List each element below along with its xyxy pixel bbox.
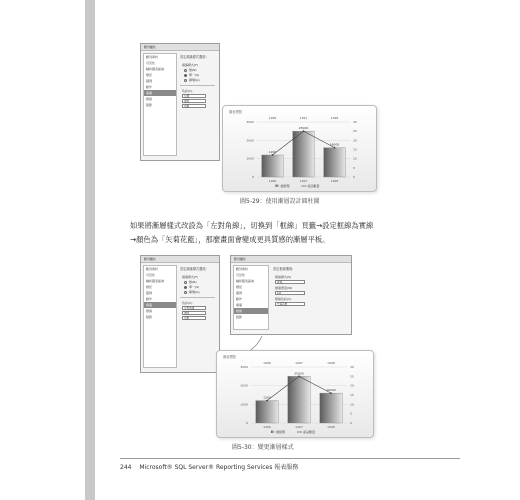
radio-solid[interactable]: 單一(S) <box>184 73 217 77</box>
y-tick-label: 3000 <box>246 120 254 124</box>
y2-tick-label: 10 <box>350 402 354 407</box>
y2-tick-label: 0 <box>353 175 355 179</box>
border-style-label: 框線樣式(S) <box>275 275 292 279</box>
chart-title: 圖表標題 <box>223 355 236 359</box>
data-label: 1200 <box>263 395 271 400</box>
data-label: 16000 <box>326 388 336 393</box>
y-tick-label: 0 <box>252 175 254 179</box>
color-label: 色彩(C) <box>182 89 193 93</box>
dialog-nav-item[interactable]: 圖例 <box>146 79 153 83</box>
dialog-nav-item[interactable]: 可見性 <box>146 61 156 65</box>
legend-label: 產品數量 <box>303 430 316 434</box>
dialog-nav-item[interactable]: 數列資料 <box>236 267 249 271</box>
transparency-field[interactable]: 透明 <box>182 311 206 315</box>
secondary-color-field[interactable]: 自動 <box>182 104 206 108</box>
pane-heading: 設定框線選項： <box>273 267 296 271</box>
dialog-nav-item[interactable]: 軸和圖表區域 <box>146 279 165 283</box>
dialog-title: 數列屬性 <box>231 256 351 263</box>
dialog-nav-item[interactable]: 填滿 <box>144 90 176 96</box>
y2-tick-label: 20 <box>353 138 357 143</box>
border-color-field[interactable]: 矢菊花藍 <box>275 302 305 306</box>
y-tick-label: 0 <box>246 421 248 425</box>
footer-rule <box>120 458 460 459</box>
chart-title: 圖表標題 <box>229 110 242 114</box>
y2-tick-label: 20 <box>350 383 354 388</box>
x2-tick-label: 1997 <box>295 361 303 365</box>
dialog-nav-item[interactable]: 數列資料 <box>146 267 159 271</box>
dialog-nav-item[interactable]: 可見性 <box>236 273 246 277</box>
border-style-field[interactable]: 實線 <box>275 280 305 284</box>
radio-gradient[interactable]: 漸層(G) <box>184 290 217 294</box>
dialog-nav-item[interactable]: 陰影 <box>236 315 243 319</box>
dialog-title: 數列屬性 <box>141 44 219 51</box>
dialog-nav-item[interactable]: 數列資料 <box>146 55 159 59</box>
line-point <box>330 392 332 394</box>
radio-none[interactable]: 無(N) <box>184 280 217 284</box>
y-tick-label: 2000 <box>240 383 248 388</box>
dialog-nav-item[interactable]: 框線 <box>146 97 153 101</box>
book-title: Microsoft® SQL Server® Reporting Services 報表服務 <box>139 464 299 471</box>
legend-label: 產品數量 <box>307 184 320 188</box>
x2-tick-label: 1998 <box>330 116 339 120</box>
x-tick-label: 1997 <box>299 179 308 183</box>
dialog-nav-item[interactable]: 陰影 <box>146 315 153 319</box>
secondary-color-field[interactable]: 自動 <box>182 316 206 320</box>
dialog-nav-item[interactable]: 軸和圖表區域 <box>236 279 255 283</box>
body-paragraph-line-1: 如果將漸層樣式改設為「左對角線」，切換到「框線」頁籤→設定框線為實線 <box>130 221 374 230</box>
bar <box>320 393 342 423</box>
y-tick-label: 1000 <box>240 402 248 407</box>
y2-tick-label: 5 <box>350 411 352 416</box>
x2-tick-label: 1996 <box>263 361 271 365</box>
dialog-nav-item[interactable]: 標記 <box>146 285 153 289</box>
x-tick-label: 1997 <box>295 425 303 429</box>
y-tick-label: 2000 <box>246 138 254 143</box>
figure-caption-1: 圖5-29：使用漸層設計圓柱圖 <box>240 198 320 205</box>
dialog-nav-item[interactable]: 可見性 <box>146 273 156 277</box>
dialog-nav-item[interactable]: 圖例 <box>146 291 153 295</box>
legend-label: 總經理 <box>280 184 290 188</box>
bar <box>256 401 278 423</box>
line-point <box>266 400 268 402</box>
dialog-nav-item[interactable]: 動作 <box>236 297 243 301</box>
bar <box>288 376 310 423</box>
y2-tick-label: 15 <box>353 147 357 152</box>
dialog-nav-item[interactable]: 圖例 <box>236 291 243 295</box>
dialog-nav-item[interactable]: 標記 <box>236 285 243 289</box>
data-label: 1200 <box>268 150 277 154</box>
page-number: 244 <box>120 464 132 471</box>
bar-chart-svg <box>217 351 373 437</box>
x-tick-label: 1996 <box>268 179 277 183</box>
gradient-style-field[interactable]: 左側 <box>182 94 206 98</box>
fill-style-label: 填滿樣式(F) <box>182 275 199 279</box>
chart-preview-2 <box>216 350 374 438</box>
data-label: 25000 <box>298 126 309 131</box>
legend-label: 總經理 <box>276 430 286 434</box>
x-tick-label: 1998 <box>330 179 339 183</box>
dialog-nav-item[interactable]: 標記 <box>146 73 153 77</box>
y2-tick-label: 25 <box>353 129 357 134</box>
line-point <box>298 375 300 377</box>
x-tick-label: 1998 <box>327 425 335 429</box>
y-tick-label: 1000 <box>246 156 254 161</box>
dialog-nav-item[interactable]: 填滿 <box>236 303 243 307</box>
page-footer <box>120 462 298 471</box>
transparency-field[interactable]: 透明 <box>182 99 206 103</box>
pane-heading: 設定填滿樣式選項： <box>180 55 209 59</box>
y2-tick-label: 30 <box>350 365 354 369</box>
radio-gradient[interactable]: 漸層(G) <box>184 78 217 82</box>
border-width-label: 框線寬度(W) <box>275 286 293 290</box>
radio-none[interactable]: 無(N) <box>184 68 217 72</box>
dialog-nav-item[interactable]: 填滿 <box>144 302 176 308</box>
data-label: 16000 <box>329 142 340 147</box>
legend-swatch <box>271 431 275 434</box>
figure-caption-2: 圖5-30：變更漸層樣式 <box>232 444 294 451</box>
dialog-nav-item[interactable]: 陰影 <box>146 103 153 107</box>
dialog-nav-item[interactable]: 軸和圖表區域 <box>146 67 165 71</box>
x2-tick-label: 1998 <box>327 361 335 365</box>
dialog-nav-item[interactable]: 動作 <box>146 297 153 301</box>
y2-tick-label: 10 <box>353 156 357 161</box>
x2-tick-label: 1996 <box>268 116 277 120</box>
dialog-nav-item[interactable]: 動作 <box>146 85 153 89</box>
x-tick-label: 1996 <box>263 425 271 429</box>
gradient-style-field[interactable]: 左對角線 <box>182 306 206 310</box>
body-paragraph-line-2: →顏色為「矢菊花藍」，那麼畫面會變成更具質感的漸層平板。 <box>130 235 330 244</box>
dialog-nav-item[interactable]: 框線 <box>234 308 268 314</box>
y2-tick-label: 30 <box>353 120 357 124</box>
fill-style-label: 填滿樣式(F) <box>182 63 199 67</box>
color-label: 色彩(C) <box>182 301 193 305</box>
data-label: 25000 <box>294 371 304 376</box>
x2-tick-label: 1997 <box>299 116 308 120</box>
y-tick-label: 3000 <box>240 365 248 369</box>
pane-heading: 設定填滿樣式選項： <box>180 267 209 271</box>
y2-tick-label: 25 <box>350 374 354 379</box>
border-width-field[interactable]: 1pt <box>275 291 305 295</box>
border-color-label: 框線色彩(C) <box>275 297 292 301</box>
dialog-nav-item[interactable]: 框線 <box>146 309 153 313</box>
y2-tick-label: 5 <box>353 165 355 170</box>
y2-tick-label: 15 <box>350 393 354 397</box>
dialog-title: 數列屬性 <box>141 256 219 263</box>
y2-tick-label: 0 <box>350 421 352 425</box>
radio-solid[interactable]: 單一(S) <box>184 285 217 289</box>
